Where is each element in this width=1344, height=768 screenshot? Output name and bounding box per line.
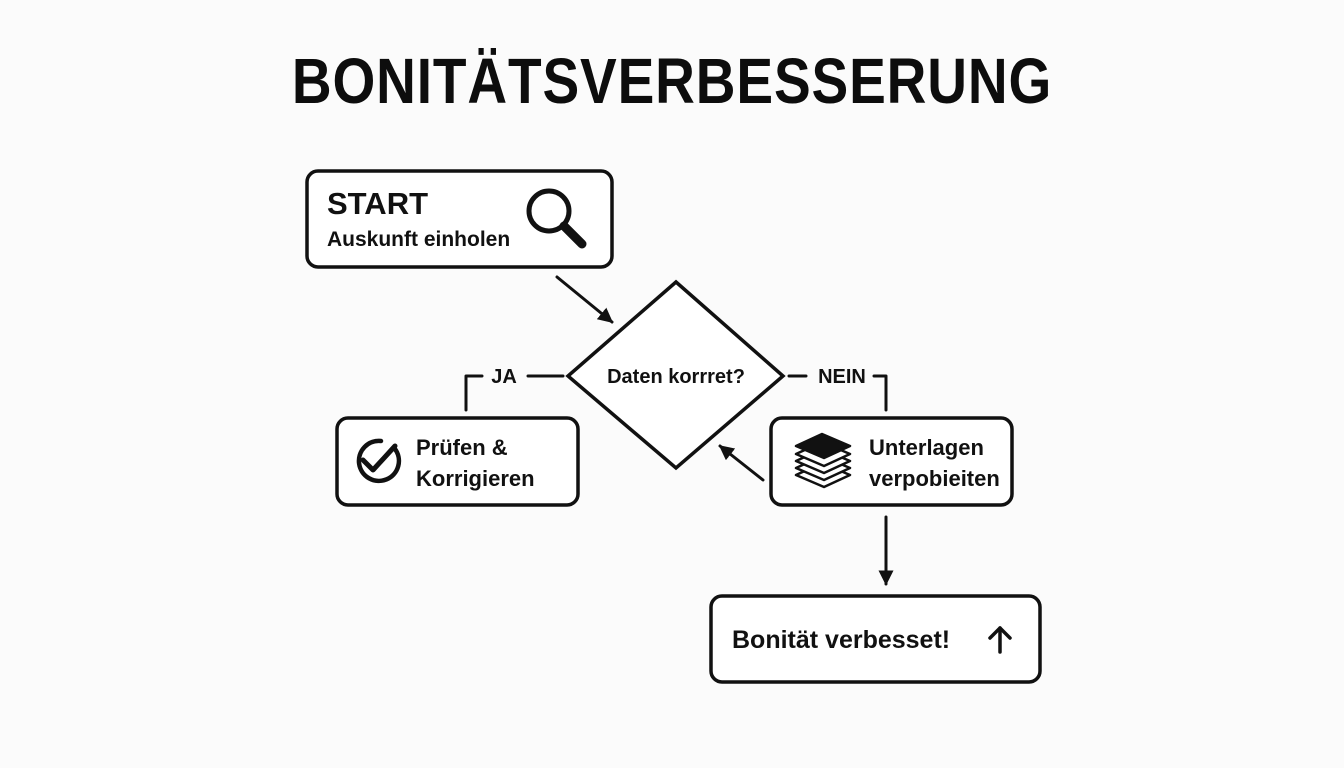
edge-no <box>789 366 886 410</box>
start-text: Auskunft einholen <box>327 228 511 251</box>
start-heading: START <box>327 186 429 221</box>
documents-line2: verpobieiten <box>869 466 1000 491</box>
edge-yes <box>466 366 563 410</box>
page-title: BONITÄTSVERBESSERUNG <box>291 45 1053 117</box>
decision-text: Daten korrret? <box>607 366 745 388</box>
edge-no-line-right <box>874 376 886 410</box>
result-text: Bonität verbesset! <box>732 626 951 654</box>
result-node <box>711 596 1040 682</box>
edge-yes-line-left <box>466 376 482 410</box>
check-line1: Prüfen & <box>416 435 508 460</box>
edge-documents-to-decision <box>720 446 763 480</box>
edge-yes-label: JA <box>491 366 517 388</box>
documents-node <box>771 418 1012 505</box>
start-node <box>307 171 612 267</box>
documents-line1: Unterlagen <box>869 435 984 460</box>
check-node-box <box>337 418 578 505</box>
document-stack-icon <box>796 434 850 487</box>
edge-start-to-decision <box>557 277 612 322</box>
check-node <box>337 418 578 505</box>
edge-no-label: NEIN <box>818 366 866 388</box>
decision-node <box>568 282 783 468</box>
check-line2: Korrigieren <box>416 466 535 491</box>
